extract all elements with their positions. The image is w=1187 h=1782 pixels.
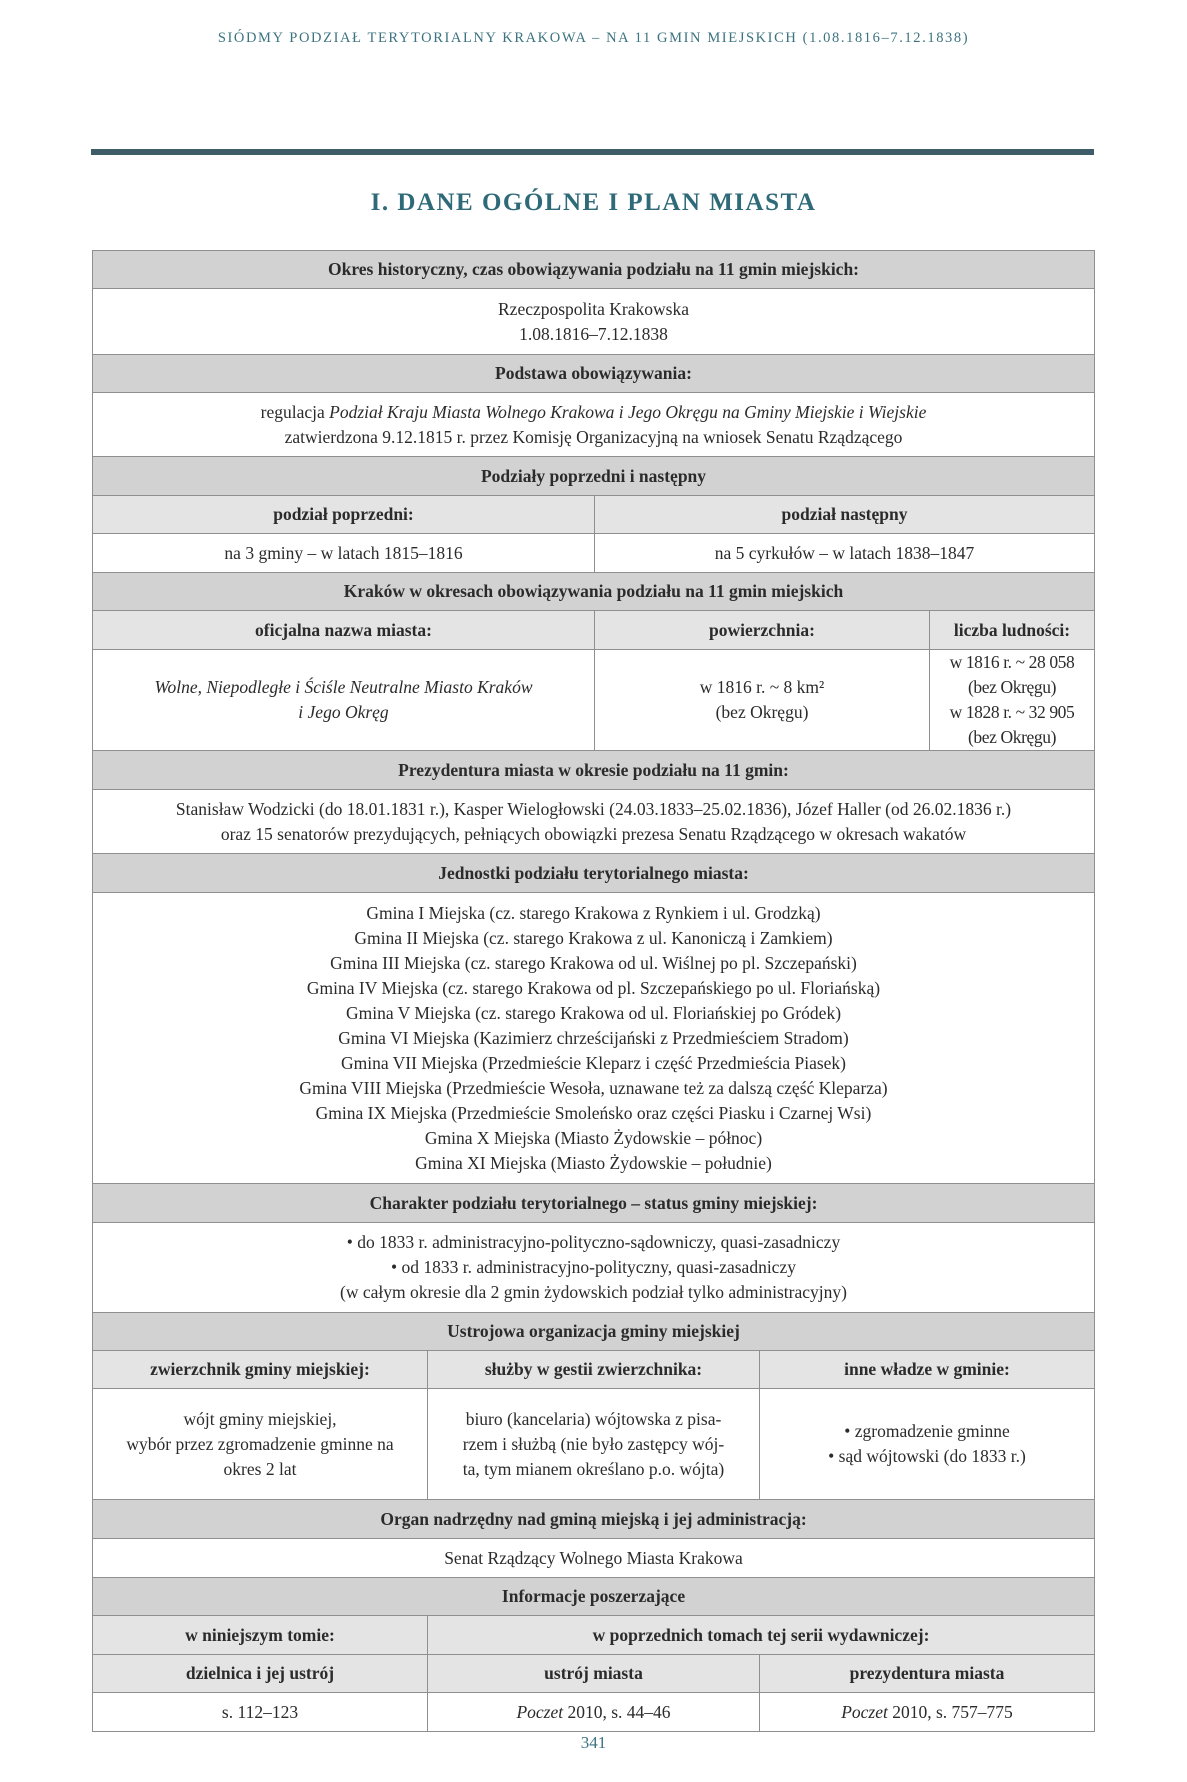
col-powierzchnia: powierzchnia: <box>595 611 930 650</box>
col-ustroj-miasta: ustrój miasta <box>428 1655 760 1693</box>
ustroj-miasta-ref <box>428 1693 760 1732</box>
organ-header: Organ nadrzędny nad gminą miejską i jej administracją: <box>93 1500 1095 1539</box>
prezydentura-header: Prezydentura miasta w okresie podziału na 11 gmin: <box>93 751 1095 790</box>
powierzchnia-value <box>595 650 930 751</box>
dzielnica-ref: s. 112–123 <box>93 1693 428 1732</box>
informacje-header: Informacje poszerzające <box>93 1578 1095 1616</box>
zwierzchnik-line1: wójt gminy miejskiej, <box>183 1408 337 1429</box>
pop-line1: w 1816 r. ~ 28 058 (bez Okręgu) <box>949 652 1075 697</box>
podstawa-value <box>93 393 1095 457</box>
prezydentura-pages: 2010, s. 757–775 <box>887 1701 1013 1722</box>
gmina-item: Gmina II Miejska (cz. starego Krakowa z ul. Kanoniczą i Zamkiem) <box>354 927 833 948</box>
gmina-item: Gmina IX Miejska (Przedmieście Smoleńsko oraz części Piasku i Czarnej Wsi) <box>315 1102 872 1123</box>
gmina-item: Gmina VIII Miejska (Przedmieście Wesoła, uznawane też za dalszą część Kleparza) <box>299 1077 888 1098</box>
page-number: 341 <box>580 1733 607 1752</box>
okres-line2: 1.08.1816–7.12.1838 <box>519 323 668 344</box>
charakter-value <box>93 1223 1095 1313</box>
col-zwierzchnik: zwierzchnik gminy miejskiej: <box>93 1351 428 1389</box>
inne-line2: • sąd wójtowski (do 1833 r.) <box>828 1446 1026 1466</box>
charakter-header: Charakter podziału terytorialnego – status gminy miejskiej: <box>93 1184 1095 1223</box>
w-poprzednich-tomach-label: w poprzednich tomach tej serii wydawniczej: <box>428 1616 1095 1655</box>
running-head: SIÓDMY PODZIAŁ TERYTORIALNY KRAKOWA – NA 11 GMIN MIEJSKICH (1.08.1816–7.12.1838) <box>217 30 970 46</box>
gmina-item: Gmina I Miejska (cz. starego Krakowa z Rynkiem i ul. Grodzką) <box>366 902 821 923</box>
inne-wladze-value <box>760 1389 1095 1500</box>
krakow-header: Kraków w okresach obowiązywania podziału na 11 gmin miejskich <box>93 573 1095 611</box>
sluzby-line1: biuro (kancelaria) wójtowska z pisa- <box>465 1408 722 1429</box>
sluzby-value <box>428 1389 760 1500</box>
podzial-poprzedni-value: na 3 gminy – w latach 1815–1816 <box>93 534 595 573</box>
prezydentura-book: Poczet <box>841 1701 888 1722</box>
podzial-poprzedni-label: podział poprzedni: <box>93 496 595 534</box>
zwierzchnik-line2: wybór przez zgromadzenie gminne na <box>126 1433 394 1454</box>
col-prezydentura-miasta: prezydentura miasta <box>760 1655 1095 1693</box>
nazwa-line1: Wolne, Niepodległe i Ściśle Neutralne Miasto Kraków <box>154 677 533 697</box>
okres-line1: Rzeczpospolita Krakowska <box>498 298 689 319</box>
podstawa-line2: zatwierdzona 9.12.1815 r. przez Komisję Organizacyjną na wniosek Senatu Rządzącego <box>284 426 903 447</box>
ustroj-pages: 2010, s. 44–46 <box>563 1701 671 1722</box>
col-sluzby: służby w gestii zwierzchnika: <box>428 1351 760 1389</box>
data-table <box>92 250 1095 1732</box>
zwierzchnik-line3: okres 2 lat <box>223 1458 297 1479</box>
gmina-item: Gmina VII Miejska (Przedmieście Kleparz i część Przedmieścia Piasek) <box>340 1052 847 1073</box>
okres-header: Okres historyczny, czas obowiązywania podziału na 11 gmin miejskich: <box>93 251 1095 289</box>
area-line1: w 1816 r. ~ 8 km² <box>699 677 825 697</box>
nazwa-miasta-value <box>93 650 595 751</box>
gmina-item: Gmina X Miejska (Miasto Żydowskie – północ) <box>424 1127 763 1148</box>
section-title: I. DANE OGÓLNE I PLAN MIASTA <box>370 189 817 216</box>
w-niniejszym-tomie-label: w niniejszym tomie: <box>93 1616 428 1655</box>
prezydentura-miasta-ref <box>760 1693 1095 1732</box>
gmina-item: Gmina IV Miejska (cz. starego Krakowa od pl. Szczepańskiego po ul. Floriańską) <box>306 977 881 998</box>
prezydentura-line2: oraz 15 senatorów prezydujących, pełniących obowiązki prezesa Senatu Rządzącego w okresach wakatów <box>220 823 967 844</box>
nazwa-line2: i Jego Okręg <box>298 702 389 722</box>
okres-value <box>93 289 1095 355</box>
podstawa-pre: regulacja <box>260 401 330 422</box>
podzialy-header: Podziały poprzedni i następny <box>93 457 1095 496</box>
gmina-item: Gmina V Miejska (cz. starego Krakowa od ul. Floriańskiej po Gródek) <box>345 1002 842 1023</box>
charakter-line3: (w całym okresie dla 2 gmin żydowskich podział tylko administracyjny) <box>340 1282 847 1302</box>
col-liczba-ludnosci: liczba ludności: <box>930 611 1095 650</box>
pop-line2: w 1828 r. ~ 32 905 (bez Okręgu) <box>949 702 1075 747</box>
ludnosc-value <box>930 650 1095 751</box>
gmina-item: Gmina III Miejska (cz. starego Krakowa od ul. Wiślnej po pl. Szczepański) <box>330 952 857 973</box>
area-line2: (bez Okręgu) <box>715 702 809 722</box>
zwierzchnik-value <box>93 1389 428 1500</box>
prezydentura-value <box>93 790 1095 854</box>
col-inne-wladze: inne władze w gminie: <box>760 1351 1095 1389</box>
podstawa-header: Podstawa obowiązywania: <box>93 355 1095 393</box>
ustrojowa-header: Ustrojowa organizacja gminy miejskiej <box>93 1313 1095 1351</box>
charakter-line2: • od 1833 r. administracyjno-polityczny, quasi-zasadniczy <box>391 1257 796 1277</box>
jednostki-header: Jednostki podziału terytorialnego miasta: <box>93 854 1095 893</box>
jednostki-list <box>93 893 1095 1184</box>
gmina-item: Gmina XI Miejska (Miasto Żydowskie – południe) <box>415 1152 772 1173</box>
inne-line1: • zgromadzenie gminne <box>844 1421 1010 1441</box>
podstawa-title: Podział Kraju Miasta Wolnego Krakowa i Jego Okręgu na Gminy Miejskie i Wiejskie <box>329 401 927 422</box>
organ-value: Senat Rządzący Wolnego Miasta Krakowa <box>93 1539 1095 1578</box>
col-nazwa-miasta: oficjalna nazwa miasta: <box>93 611 595 650</box>
sluzby-line2: rzem i służbą (nie było zastępcy wój- <box>462 1433 725 1454</box>
gmina-item: Gmina VI Miejska (Kazimierz chrześcijański z Przedmieściem Stradom) <box>338 1027 849 1048</box>
podzial-nastepny-value: na 5 cyrkułów – w latach 1838–1847 <box>595 534 1095 573</box>
podzial-nastepny-label: podział następny <box>595 496 1095 534</box>
col-dzielnica: dzielnica i jej ustrój <box>93 1655 428 1693</box>
top-rule <box>91 149 1094 155</box>
sluzby-line3: ta, tym mianem określano p.o. wójta) <box>462 1458 725 1479</box>
ustroj-book: Poczet <box>516 1701 564 1722</box>
charakter-line1: • do 1833 r. administracyjno-polityczno-sądowniczy, quasi-zasadniczy <box>346 1232 841 1252</box>
prezydentura-line1: Stanisław Wodzicki (do 18.01.1831 r.), Kasper Wielogłowski (24.03.1833–25.02.1836), Józef Haller (od 26.02.1836 r.) <box>175 798 1012 819</box>
